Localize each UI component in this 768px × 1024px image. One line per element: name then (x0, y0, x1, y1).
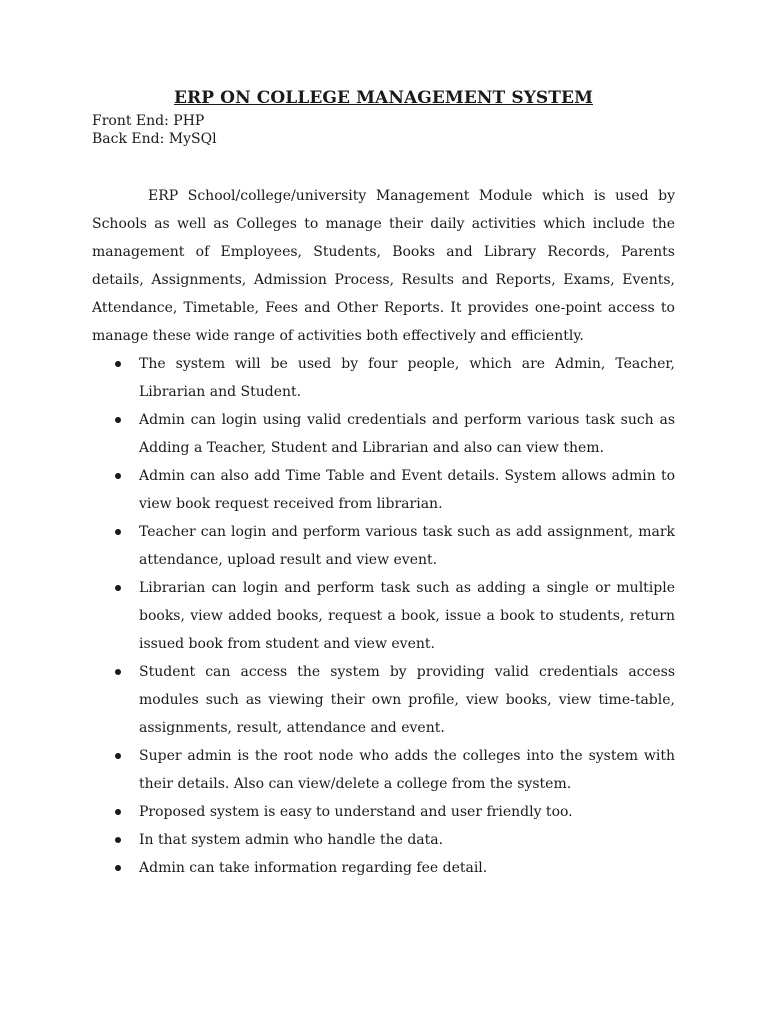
bullet-icon (115, 361, 121, 367)
list-item-text: In that system admin who handle the data. (139, 832, 444, 848)
list-item (92, 854, 675, 882)
list-item (92, 574, 675, 658)
list-item-text: Student can access the system by providing valid credentials access modules such as viewing their own profile, view books, view time-table, assignments, result, attendance and event. (139, 664, 675, 736)
document-title: ERP ON COLLEGE MANAGEMENT SYSTEM (173, 88, 594, 108)
bullet-icon (115, 669, 121, 675)
list-item (92, 462, 675, 518)
back-end-line: Back End: MySQl (92, 131, 217, 147)
list-item-text: Admin can login using valid credentials and perform various task such as Adding a Teacher, Student and Librarian and also can view them. (139, 412, 675, 456)
list-item (92, 518, 675, 574)
list-item-text: Proposed system is easy to understand and user friendly too. (139, 804, 573, 820)
front-end-line: Front End: PHP (92, 113, 205, 129)
list-item-text: The system will be used by four people, which are Admin, Teacher, Librarian and Student. (139, 356, 675, 400)
list-item-text: Super admin is the root node who adds the colleges into the system with their details. Also can view/delete a college from the system. (139, 748, 675, 792)
bullet-icon (115, 473, 121, 479)
document-page (92, 86, 675, 882)
list-item (92, 798, 675, 826)
list-item (92, 826, 675, 854)
list-item-text: Teacher can login and perform various task such as add assignment, mark attendance, upload result and view event. (139, 524, 675, 568)
bullet-icon (115, 753, 121, 759)
list-item (92, 658, 675, 742)
list-item (92, 742, 675, 798)
bullet-icon (115, 529, 121, 535)
bullet-icon (115, 417, 121, 423)
list-item (92, 350, 675, 406)
bullet-icon (115, 865, 121, 871)
bullet-icon (115, 585, 121, 591)
list-item-text: Admin can take information regarding fee detail. (139, 860, 488, 876)
bullet-icon (115, 837, 121, 843)
feature-list (92, 350, 675, 882)
list-item-text: Librarian can login and perform task such as adding a single or multiple books, view added books, request a book, issue a book to students, return issued book from student and view event. (139, 580, 675, 652)
list-item-text: Admin can also add Time Table and Event details. System allows admin to view book request received from librarian. (139, 468, 675, 512)
list-item (92, 406, 675, 462)
bullet-icon (115, 809, 121, 815)
intro-paragraph: ERP School/college/university Management Module which is used by Schools as well as Colleges to manage their daily activities which include the management of Employees, Students, Books and Library Records, Parents details, Assignments, Admission Process, Results and Reports, Exams, Events, Attendance, Timetable, Fees and Other Reports. It provides one-point access to manage these wide range of activities both effectively and efficiently. (92, 188, 675, 344)
